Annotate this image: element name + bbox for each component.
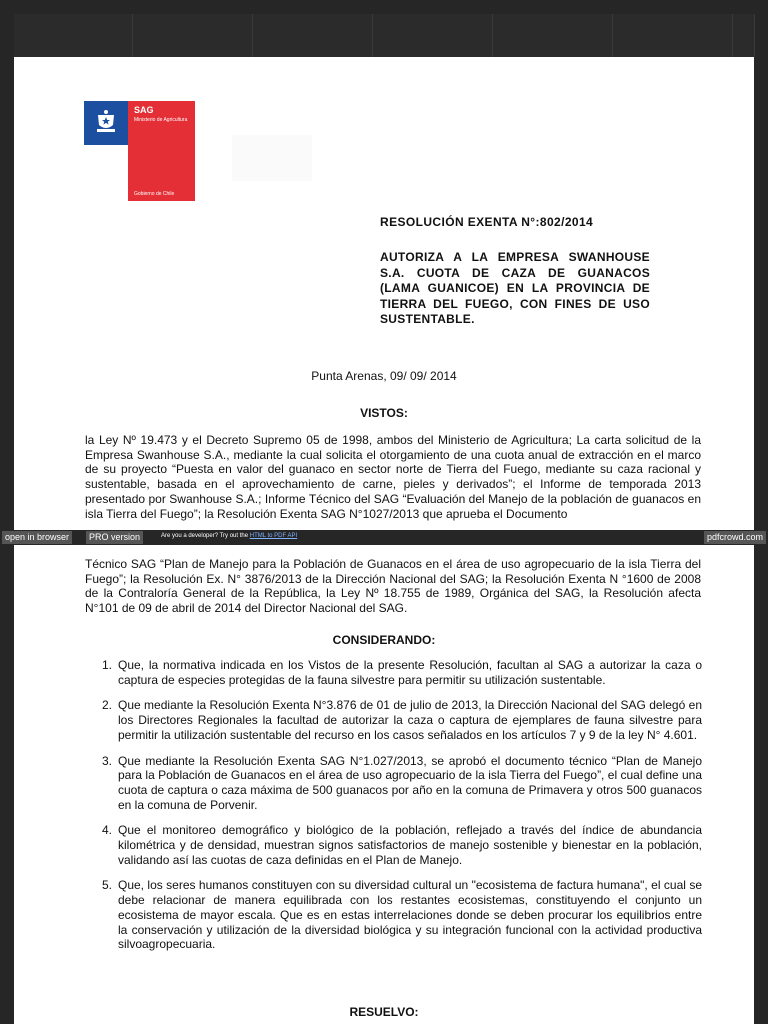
logo-ministry: Ministerio de Agricultura bbox=[134, 117, 188, 123]
list-item bbox=[102, 658, 702, 687]
document-page-1 bbox=[14, 57, 754, 530]
item-text: Que mediante la Resolución Exenta SAG N°1.027/2013, se aprobó el documento técnico “Plan de Manejo para la Población de Guanacos en el área de uso agropecuario de la isla Tierra del Fuego”, el cual define una cuota de captura o caza máxima de 500 guanacos por año en la comuna de Primavera y otros 500 guanacos en la comuna de Porvenir. bbox=[118, 753, 702, 812]
list-item bbox=[102, 754, 702, 813]
list-item bbox=[102, 698, 702, 742]
logo-brand: SAG bbox=[134, 105, 154, 115]
item-text: Que, la normativa indicada en los Vistos de la presente Resolución, facultan al SAG a autorizar la caza o captura de especies protegidas de la fauna silvestre para permitir su utilización sustentable. bbox=[118, 658, 702, 687]
item-number: 4. bbox=[102, 823, 113, 838]
toolbar-slot[interactable] bbox=[14, 14, 133, 57]
faded-seal bbox=[232, 135, 312, 181]
list-item bbox=[102, 823, 702, 867]
vistos-heading: VISTOS: bbox=[360, 406, 408, 420]
considerando-list bbox=[102, 658, 702, 963]
item-number: 3. bbox=[102, 753, 113, 768]
vistos-text-continued: Técnico SAG “Plan de Manejo para la Población de Guanacos en el área de uso agropecuario de la isla Tierra del Fuego”; la Resolución Ex. N° 3876/2013 de la Dirección Nacional del SAG; la Resolución Exenta N °1600 de 2008 de la Contraloría General de la República, la Ley Nº 18.755 de 1989, Orgánica del SAG, la Resolución afecta N°101 de 09 de abril de 2014 del Director Nacional del SAG. bbox=[85, 557, 701, 616]
coat-of-arms-icon bbox=[94, 109, 118, 135]
pro-version-button[interactable]: PRO version bbox=[86, 531, 143, 544]
considerando-heading: CONSIDERANDO: bbox=[332, 633, 436, 647]
place-date: Punta Arenas, 09/ 09/ 2014 bbox=[311, 369, 457, 383]
item-number: 2. bbox=[102, 698, 113, 713]
pdfcrowd-bar bbox=[0, 530, 768, 545]
sag-logo bbox=[84, 101, 195, 201]
logo-government: Gobierno de Chile bbox=[134, 191, 175, 197]
toolbar-slot[interactable] bbox=[373, 14, 493, 57]
html-to-pdf-api-link[interactable]: HTML to PDF API bbox=[249, 533, 298, 539]
item-number: 5. bbox=[102, 878, 113, 893]
pdfcrowd-link[interactable]: pdfcrowd.com bbox=[704, 531, 766, 544]
item-text: Que el monitoreo demográfico y biológico de la población, reflejado a través del índice de abundancia kilométrica y de densidad, muestran signos satisfactorios de manejo sostenible y bienestar en la población, validando así las cuotas de caza definidas en el Plan de Manejo. bbox=[118, 823, 702, 867]
resolution-title: RESOLUCIÓN EXENTA N°:802/2014 bbox=[380, 215, 594, 229]
document-page-2 bbox=[14, 545, 754, 1024]
vistos-text: la Ley Nº 19.473 y el Decreto Supremo 05 de 1998, ambos del Ministerio de Agricultura; La carta solicitud de la Empresa Swanhouse S.A., mediante la cual solicita el otorgamiento de una cuota anual de extracción en el marco de su proyecto “Puesta en valor del guanaco en sector norte de Tierra del Fuego, mediante su caza racional y sustentable, basada en el aprovechamiento de carne, pieles y derivados”; el Informe de temporada 2013 presentado por Swanhouse S.A.; Informe Técnico del SAG “Evaluación del Manejo de la población de guanacos en isla Tierra del Fuego”; la Resolución Exenta SAG N°1027/2013 que aprueba el Documento bbox=[85, 433, 701, 521]
item-text: Que mediante la Resolución Exenta N°3.876 de 01 de julio de 2013, la Dirección Nacional del SAG delegó en los Directores Regionales la facultad de autorizar la caza o captura de ejemplares de fauna silvestre para permitir la utilización sustentable del recurso en los casos señalados en los artículos 7 y 9 de la ley N° 4.601. bbox=[118, 698, 702, 742]
toolbar-slot[interactable] bbox=[133, 14, 253, 57]
toolbar-slot[interactable] bbox=[733, 14, 755, 57]
toolbar-slot[interactable] bbox=[493, 14, 613, 57]
open-in-browser-button[interactable]: open in browser bbox=[2, 531, 72, 544]
toolbar-slot[interactable] bbox=[613, 14, 733, 57]
resuelvo-heading: RESUELVO: bbox=[349, 1005, 419, 1019]
toolbar-slot[interactable] bbox=[253, 14, 373, 57]
item-number: 1. bbox=[102, 658, 113, 672]
viewer-toolbar bbox=[0, 0, 768, 57]
item-text: Que, los seres humanos constituyen con su diversidad cultural un "ecosistema de factura humana", el cual se debe relacionar de manera equilibrada con los restantes ecosistemas, constituyendo el conjunto un ecosistema de mayor escala. Que es en estas interrelaciones donde se deben procurar los equilibrios entre la conservación y utilización de la diversidad biológica y su integración funcional con la actividad productiva silvoagropecuaria. bbox=[118, 878, 702, 952]
resolution-subject: AUTORIZA A LA EMPRESA SWANHOUSE S.A. CUOTA DE CAZA DE GUANACOS (LAMA GUANICOE) EN LA PROVINCIA DE TIERRA DEL FUEGO, CON FINES DE USO SUSTENTABLE. bbox=[380, 250, 650, 326]
list-item bbox=[102, 878, 702, 952]
developer-note bbox=[161, 533, 297, 539]
developer-note-text: Are you a developer? Try out the bbox=[161, 533, 249, 539]
